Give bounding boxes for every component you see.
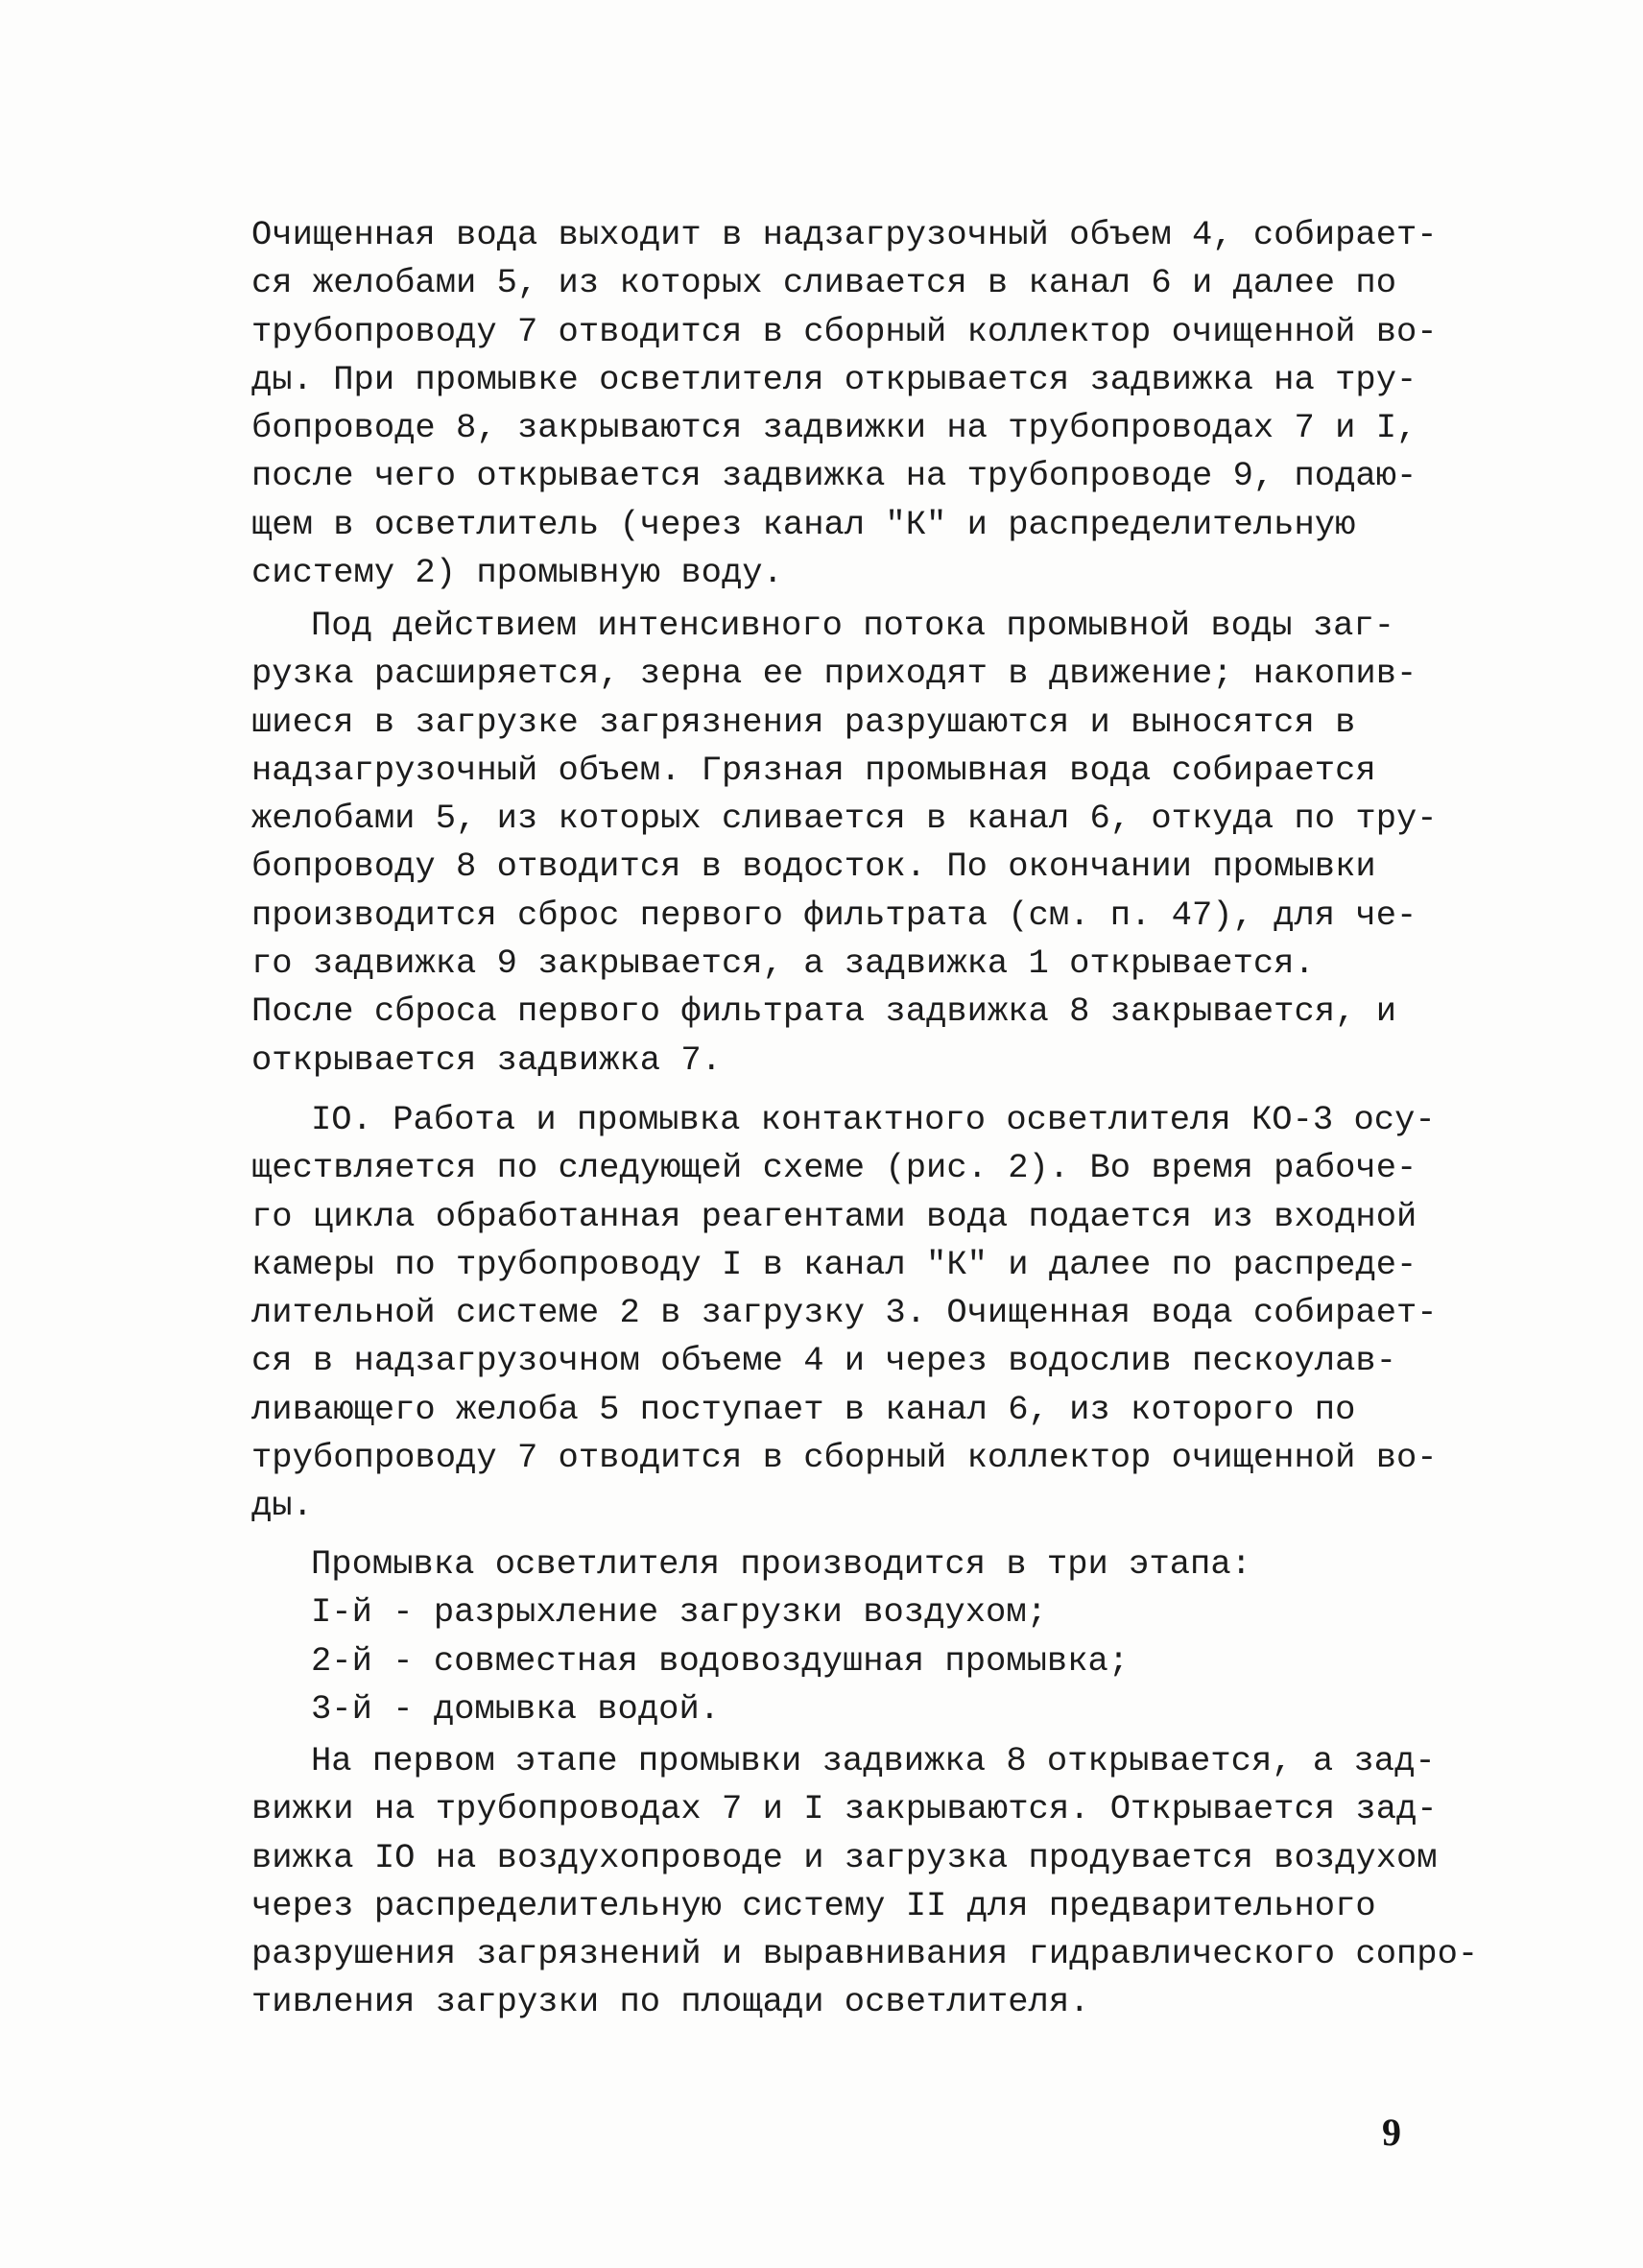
text-line: IO. Работа и промывка контактного осветлителя КО-3 осу- — [311, 1100, 1436, 1139]
text-line: разрушения загрязнений и выравнивания гидравлического сопро- — [251, 1934, 1479, 1974]
text-line: лительной системе 2 в загрузку 3. Очищенная вода собирает- — [251, 1293, 1438, 1333]
text-line: желобами 5, из которых сливается в канал 6, откуда по тру- — [251, 799, 1438, 839]
text-line: Промывка осветлителя производится в три этапа: — [311, 1544, 1251, 1584]
paragraph-1 — [251, 211, 1441, 597]
text-line: трубопроводу 7 отводится в сборный коллектор очищенной во- — [251, 1438, 1438, 1478]
text-line: Очищенная вода выходит в надзагрузочный объем 4, собирает- — [251, 215, 1438, 254]
text-line: систему 2) промывную воду. — [251, 553, 783, 593]
text-line: бопроводу 8 отводится в водосток. По окончании промывки — [251, 847, 1376, 887]
text-line: ды. — [251, 1486, 313, 1526]
paragraph-4 — [251, 1540, 1441, 1733]
text-line: После сброса первого фильтрата задвижка 8 закрывается, и — [251, 991, 1396, 1032]
text-line: вижки на трубопроводах 7 и I закрываются. Открывается зад- — [251, 1789, 1438, 1829]
text-line: тивления загрузки по площади осветлителя. — [251, 1982, 1090, 2022]
text-line: надзагрузочный объем. Грязная промывная вода собирается — [251, 750, 1376, 790]
list-item: 3-й - домывка водой. — [311, 1688, 721, 1729]
text-line: ществляется по следующей схеме (рис. 2). Во время рабоче- — [251, 1148, 1417, 1188]
text-line: На первом этапе промывки задвижка 8 открывается, а зад- — [311, 1741, 1436, 1780]
paragraph-5 — [251, 1737, 1479, 2027]
text-line: открывается задвижка 7. — [251, 1039, 722, 1080]
text-line: Под действием интенсивного потока промывной воды заг- — [311, 606, 1395, 645]
text-line: бопроводе 8, закрываются задвижки на трубопроводах 7 и I, — [251, 408, 1417, 448]
page-number: 9 — [1382, 2111, 1401, 2154]
paragraph-3 — [251, 1096, 1441, 1531]
text-line: через распределительную систему II для предварительного — [251, 1885, 1376, 1925]
text-line: вижка IO на воздухопроводе и загрузка продувается воздухом — [251, 1837, 1438, 1877]
text-line: ды. При промывке осветлителя открывается задвижка на тру- — [251, 359, 1417, 399]
text-line: камеры по трубопроводу I в канал "К" и далее по распреде- — [251, 1244, 1417, 1284]
text-line: ся в надзагрузочном объеме 4 и через водослив пескоулав- — [251, 1341, 1396, 1381]
text-line: го цикла обработанная реагентами вода подается из входной — [251, 1196, 1417, 1236]
text-line: ся желобами 5, из которых сливается в канал 6 и далее по — [251, 263, 1396, 303]
text-line: рузка расширяется, зерна ее приходят в движение; накопив- — [251, 654, 1417, 694]
text-line: го задвижка 9 закрывается, а задвижка 1 открывается. — [251, 943, 1315, 984]
list-item: I-й - разрыхление загрузки воздухом; — [311, 1592, 1047, 1633]
text-line: шиеся в загрузке загрязнения разрушаются и выносятся в — [251, 702, 1356, 742]
text-line: трубопроводу 7 отводится в сборный коллектор очищенной во- — [251, 311, 1438, 351]
text-line: после чего открывается задвижка на трубопроводе 9, подаю- — [251, 456, 1417, 496]
text-line: производится сброс первого фильтрата (см. п. 47), для че- — [251, 895, 1417, 935]
text-line: щем в осветлитель (через канал "К" и распределительную — [251, 504, 1356, 544]
list-item: 2-й - совместная водовоздушная промывка; — [311, 1640, 1130, 1681]
text-line: ливающего желоба 5 поступает в канал 6, из которого по — [251, 1389, 1356, 1429]
paragraph-2 — [251, 602, 1441, 1085]
